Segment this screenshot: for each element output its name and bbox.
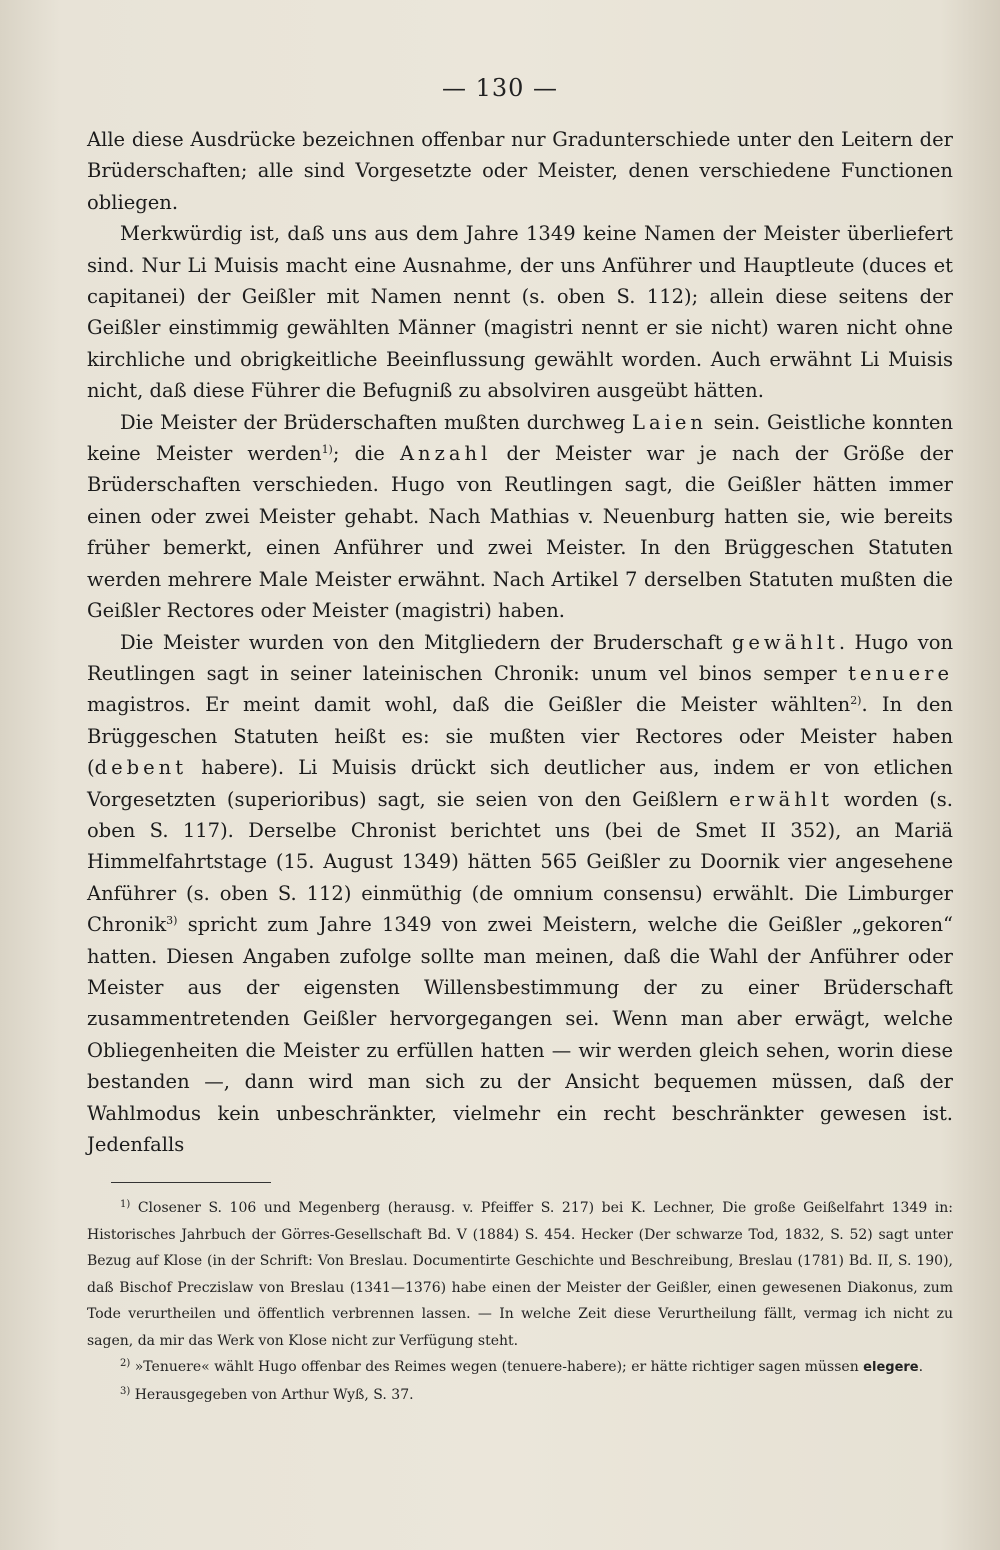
footnote-reference: 1) (321, 443, 333, 457)
footnote-marker: 3) (120, 1385, 131, 1397)
text-run: sein. Geistliche konnten keine Meister werden (87, 410, 954, 466)
footnote-reference: 3) (166, 914, 178, 928)
text-run: worden (s. oben S. 117). Derselbe Chronist berichtet uns (bei de Smet II 352), an Mariä Himmelfahrtstage (15. August 1349) hätten 565 Geißler zu Doornik vier angesehene Anführer (s. oben S. 112) einmüthig (de omnium consensu) erwählt. Die Limburger Chronik (87, 787, 954, 937)
text-run: ; die (332, 442, 400, 466)
footnote-marker: 2) (120, 1358, 131, 1369)
footnote-marker: 1) (120, 1199, 131, 1210)
text-run: »Tenuere« wählt Hugo offenbar des Reimes wegen (tenuere-habere); er hätte richtiger sagen müssen (130, 1359, 864, 1375)
text-run: . In den Brüggeschen Statuten heißt es: sie mußten vier Rectores oder Meister haben ( (87, 693, 953, 780)
emphasized-text: tenuere (848, 661, 953, 685)
text-run: Merkwürdig ist, daß uns aus dem Jahre 1349 keine Namen der Meister überliefert sind. Nur Li Muisis macht eine Ausnahme, der uns Anführer und Hauptleute (duces et capitanei) der Geißler mit Namen nennt (s. oben S. 112); allein diese seitens der Geißler einstimmig gewählten Männer (magistri nennt er sie nicht) waren nicht ohne kirchliche und obrigkeitliche Beeinflussung gewählt worden. Auch erwähnt Li Muisis nicht, daß diese Führer die Befugniß zu absolviren ausgeübt hätten. (87, 222, 953, 403)
footnote (87, 1382, 953, 1409)
text-run: Closener S. 106 und Megenberg (herausg. v. Pfeiffer S. 217) bei K. Lechner, Die große Geißelfahrt 1349 in: Historisches Jahrbuch der Görres-Gesellschaft Bd. V (1884) S. 454. Hecker (Der schwarze Tod, 1832, S. 52) sagt unter Bezug auf Klose (in der Schrift: Von Breslau. Documentirte Geschichte und Beschreibung, Breslau (1781) Bd. II, S. 190), daß Bischof Preczislaw von Breslau (1341—1376) habe einen der Meister der Geißler, einen gewesenen Diakonus, zum Tode verurtheilen und öffentlich verbrennen lassen. — In welche Zeit diese Verurtheilung fällt, vermag ich nicht zu sagen, da mir das Werk von Klose nicht zur Verfügung steht. (87, 1200, 953, 1349)
text-run: magistros. Er meint damit wohl, daß die Geißler die Meister wählten (87, 693, 851, 717)
emphasized-text: gewählt (731, 630, 839, 654)
emphasized-text: erwählt (729, 787, 833, 811)
paragraph (87, 124, 953, 218)
text-run: Die Meister wurden von den Mitgliedern der Bruderschaft (120, 630, 732, 654)
text-run: habere). Li Muisis drückt sich deutlicher aus, indem er von etlichen Vorgesetzten (superioribus) sagt, sie seien von den Geißlern (87, 756, 953, 811)
paragraph (87, 218, 953, 406)
emphasized-text: Laien (632, 410, 707, 434)
emphasized-text: elegere (863, 1360, 919, 1375)
footnote-reference: 2) (850, 694, 862, 708)
text-run: Herausgegeben von Arthur Wyß, S. 37. (130, 1386, 414, 1403)
emphasized-text: Anzahl (399, 442, 492, 466)
text-run: spricht zum Jahre 1349 von zwei Meistern, welche die Geißler „gekoren“ hatten. Diesen Angaben zufolge sollte man meinen, daß die Wahl der Anführer oder Meister aus der eigensten Willensbestimmung der zu einer Brüderschaft zusammentretenden Geißler hervorgegangen sei. Wenn man aber erwägt, welche Obliegenheiten die Meister zu erfüllen hatten — wir werden gleich sehen, worin diese bestanden —, dann wird man sich zu der Ansicht bequemen müssen, daß der Wahlmodus kein unbeschränkter, vielmehr ein recht beschränkter gewesen ist. Jedenfalls (87, 913, 953, 1156)
text-run: der Meister war je nach der Größe der Brüderschaften verschieden. Hugo von Reutlingen sagt, die Geißler hätten immer einen oder zwei Meister gehabt. Nach Mathias v. Neuenburg hatten sie, wie bereits früher bemerkt, einen Anführer und zwei Meister. In den Brüggeschen Statuten werden mehrere Male Meister erwähnt. Nach Artikel 7 derselben Statuten mußten die Geißler Rectores oder Meister (magistri) haben. (87, 442, 953, 623)
text-run: . (918, 1359, 924, 1375)
text-run: Die Meister der Brüderschaften mußten durchweg (120, 410, 633, 434)
footnote (87, 1195, 953, 1354)
footnote (87, 1354, 953, 1382)
emphasized-text: debent (94, 756, 188, 780)
body-text (87, 124, 953, 1160)
text-run: Alle diese Ausdrücke bezeichnen offenbar nur Gradunterschiede unter den Leitern der Brüderschaften; alle sind Vorgesetzte oder Meister, denen verschiedene Functionen obliegen. (87, 128, 953, 214)
paragraph (87, 407, 953, 627)
paragraph (87, 627, 953, 1161)
footnote-rule (111, 1182, 271, 1183)
text-run: . Hugo von Reutlingen sagt in seiner lateinischen Chronik: unum vel binos semper (87, 630, 954, 685)
page-number: — 130 — (441, 74, 559, 102)
footnotes (87, 1195, 953, 1408)
